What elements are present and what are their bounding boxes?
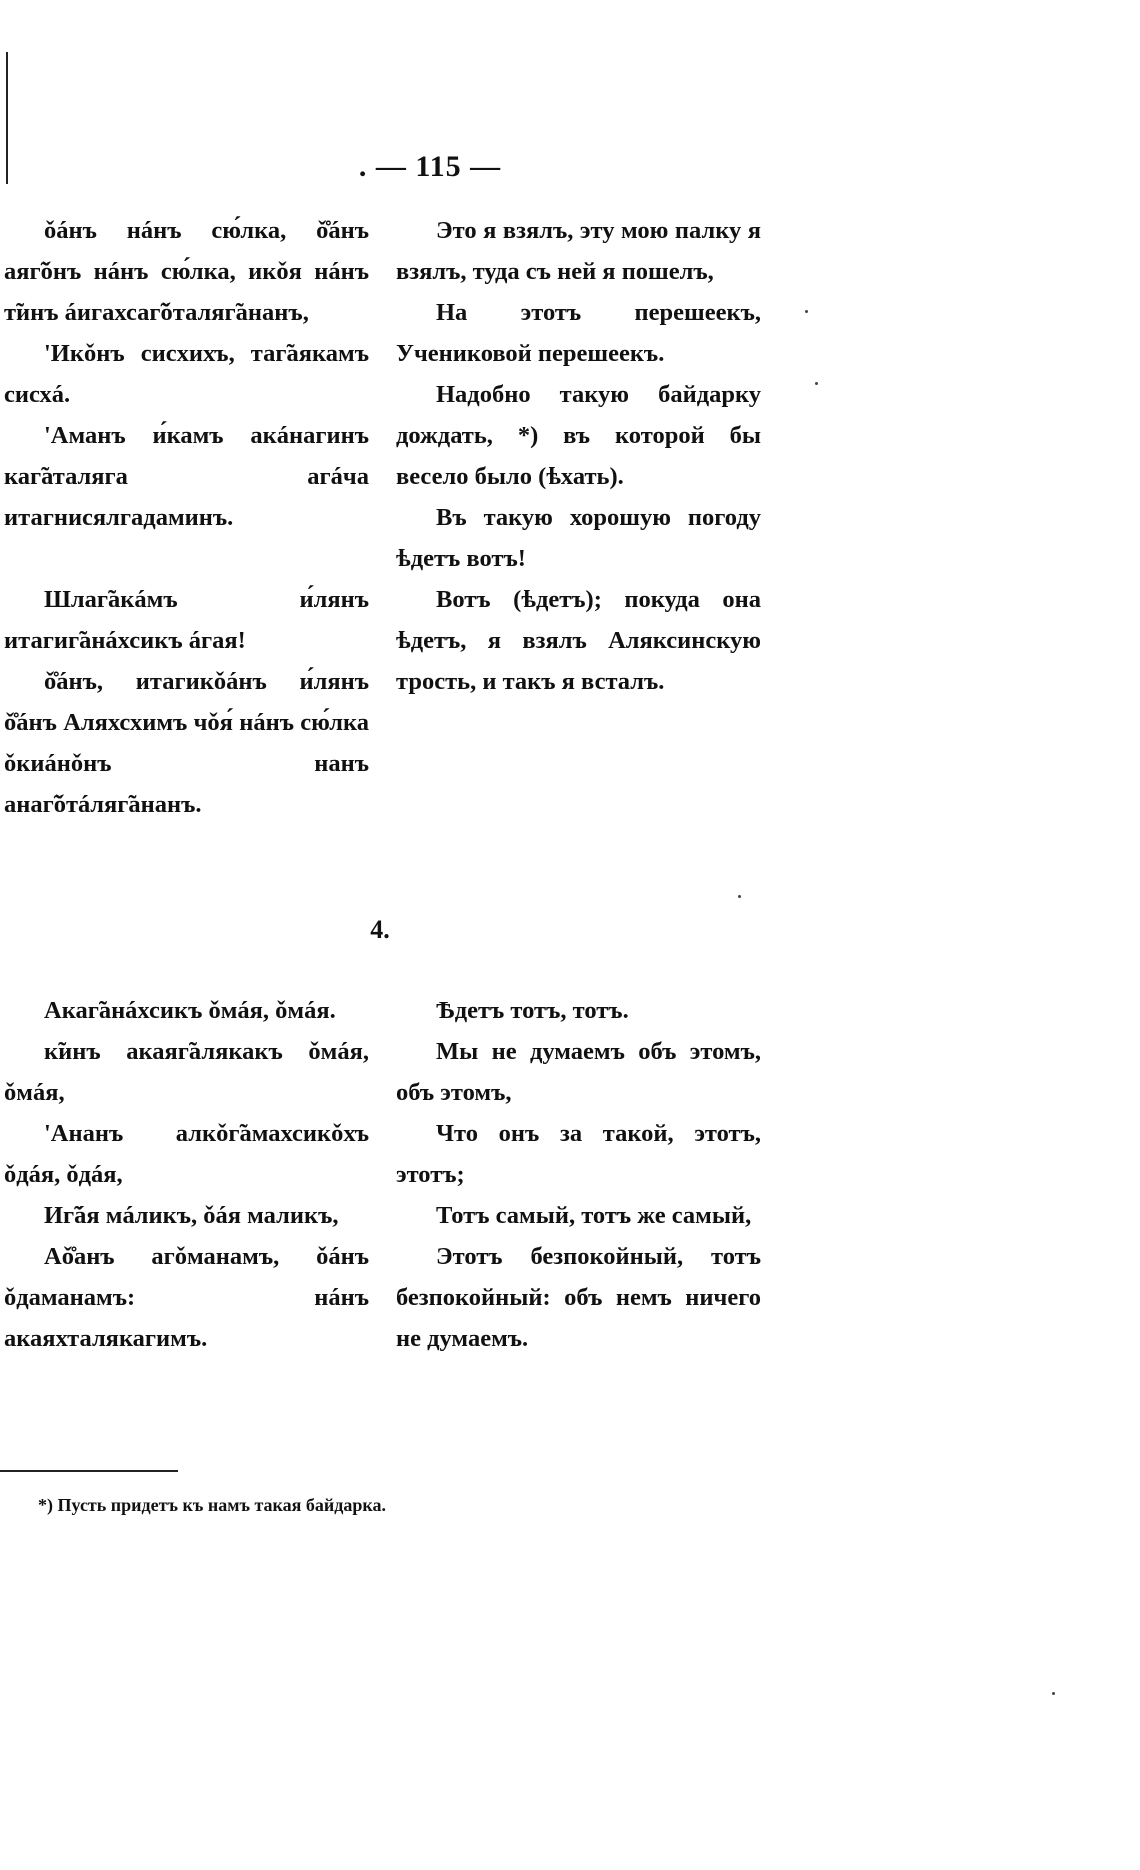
stanza: На этотъ перешеекъ, Учениковой перешеекъ. — [396, 299, 761, 367]
stanza: 'Икǒнъ сиcхихъ, таг̃аякамъ сисхá. — [4, 340, 369, 408]
stanza: Въ такую хорошую погоду ѣдетъ вотъ! — [396, 504, 761, 572]
section-2-left-column — [4, 990, 369, 1359]
scan-speck — [815, 382, 818, 385]
stanza-gap — [4, 538, 369, 579]
stanza: Надобно такую байдарку дождать, *) въ которой бы весело было (ѣхать). — [396, 381, 761, 490]
section-2-right-column — [396, 990, 761, 1359]
stanza: к̃инъ акаяг̃алякакъ ǒмáя, ǒмáя, — [4, 1038, 369, 1106]
stanza: Этотъ безпокойный, тотъ безпокойный: объ немъ ничего не думаемъ. — [396, 1243, 761, 1352]
stanza: Ѣдетъ тотъ, тотъ. — [436, 997, 629, 1024]
scan-speck — [1052, 1692, 1055, 1695]
section-1-right-column — [396, 210, 761, 702]
stanza: Акаг̃анáхсикъ ǒмáя, ǒмáя. — [44, 997, 336, 1024]
page-number: . — 115 — — [358, 150, 502, 183]
stanza: Вотъ (ѣдетъ); покуда она ѣдетъ, я взялъ Аляксинскую трость, и такъ я всталъ. — [396, 586, 761, 695]
stanza: Аǒ̊анъ агǒманамъ, ǒáнъ ǒдаманамъ: нáнъ акаяхталякагимъ. — [4, 1243, 369, 1352]
stanza: Это я взялъ, эту мою палку я взялъ, туда съ ней я пошелъ, — [396, 217, 761, 285]
stanza: 'Аманъ и́камъ акáнагинъ каг̃аталяга агáча итагнисялгадаминъ. — [4, 422, 369, 531]
scan-speck — [805, 310, 808, 313]
footnote-rule — [0, 1470, 178, 1472]
stanza: Тотъ самый, тотъ же самый, — [436, 1202, 752, 1229]
stanza: Что онъ за такой, этотъ, этотъ; — [396, 1120, 761, 1188]
footnote: *) Пусть придетъ къ намъ такая байдарка. — [38, 1495, 386, 1515]
stanza: ǒ̊áнъ, итагикǒáнъ и́лянъ ǒ̊áнъ Аляхсхимъ чǒя́ нáнъ сю́лка ǒкиáнǒнъ нанъ анаг̃ǒтáляг̃ананъ. — [4, 668, 369, 818]
stanza: Шлаг̃акáмъ и́лянъ итагиг̃анáхсикъ áгая! — [4, 586, 369, 654]
section-number: 4. — [370, 915, 390, 944]
stanza: Мы не думаемъ объ этомъ, объ этомъ, — [396, 1038, 761, 1106]
section-1-left-column — [4, 210, 369, 825]
stanza: ǒáнъ нáнъ сю́лка, ǒ̊áнъ аяг̃ǒнъ нáнъ сю́лка, икǒя нáнъ т̃инъ áигахсаг̃ǒталяг̃ананъ, — [4, 217, 369, 326]
stanza: Иг̃áя мáликъ, ǒáя маликъ, — [44, 1202, 339, 1229]
stanza: 'Ананъ алкǒг̃амахсикǒхъ ǒдáя, ǒдáя, — [4, 1120, 369, 1188]
scan-speck — [738, 895, 741, 898]
